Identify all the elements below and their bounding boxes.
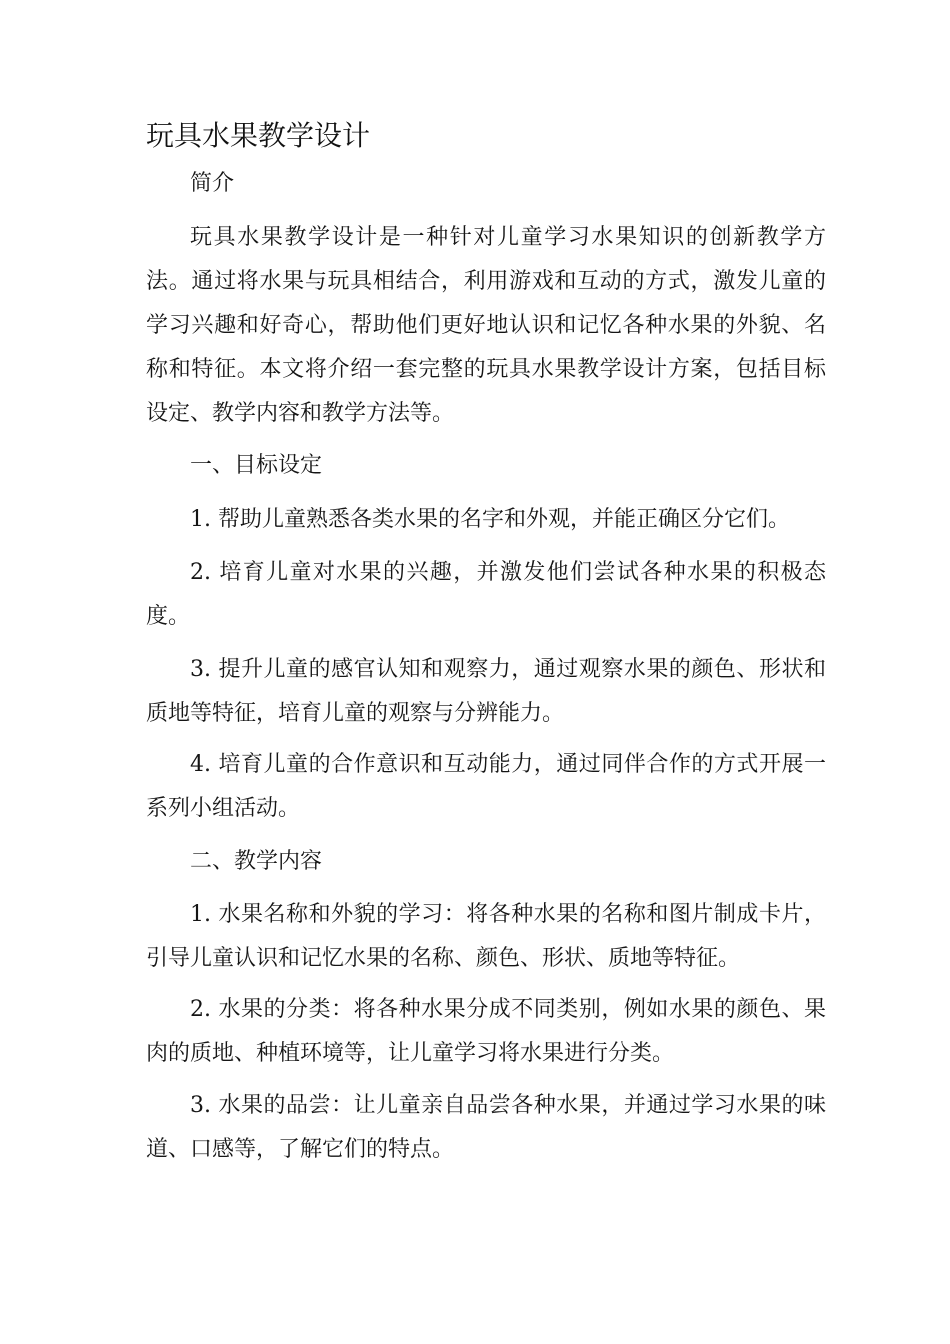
section1-item: 4. 培育儿童的合作意识和互动能力，通过同伴合作的方式开展一系列小组活动。 [146,752,826,821]
section1-item: 3. 提升儿童的感官认知和观察力，通过观察水果的颜色、形状和质地等特征，培育儿童的观察与分辨能力。 [146,657,826,726]
section1-item: 2. 培育儿童对水果的兴趣，并激发他们尝试各种水果的积极态度。 [146,560,826,629]
section1-heading: 一、目标设定 [190,453,323,478]
section2-heading: 二、教学内容 [190,849,323,874]
section2-item: 3. 水果的品尝：让儿童亲自品尝各种水果，并通过学习水果的味道、口感等，了解它们的特点。 [146,1093,826,1162]
document-title: 玩具水果教学设计 [146,119,371,152]
intro-paragraph: 玩具水果教学设计是一种针对儿童学习水果知识的创新教学方法。通过将水果与玩具相结合，利用游戏和互动的方式，激发儿童的学习兴趣和好奇心，帮助他们更好地认识和记忆各种水果的外貌、名称和特征。本文将介绍一套完整的玩具水果教学设计方案，包括目标设定、教学内容和教学方法等。 [146,225,826,426]
section2-item: 1. 水果名称和外貌的学习：将各种水果的名称和图片制成卡片，引导儿童认识和记忆水果的名称、颜色、形状、质地等特征。 [146,902,826,971]
intro-heading: 简介 [190,171,235,196]
section2-item: 2. 水果的分类：将各种水果分成不同类别，例如水果的颜色、果肉的质地、种植环境等，让儿童学习将水果进行分类。 [146,997,826,1066]
section1-item: 1. 帮助儿童熟悉各类水果的名字和外观，并能正确区分它们。 [190,507,790,532]
